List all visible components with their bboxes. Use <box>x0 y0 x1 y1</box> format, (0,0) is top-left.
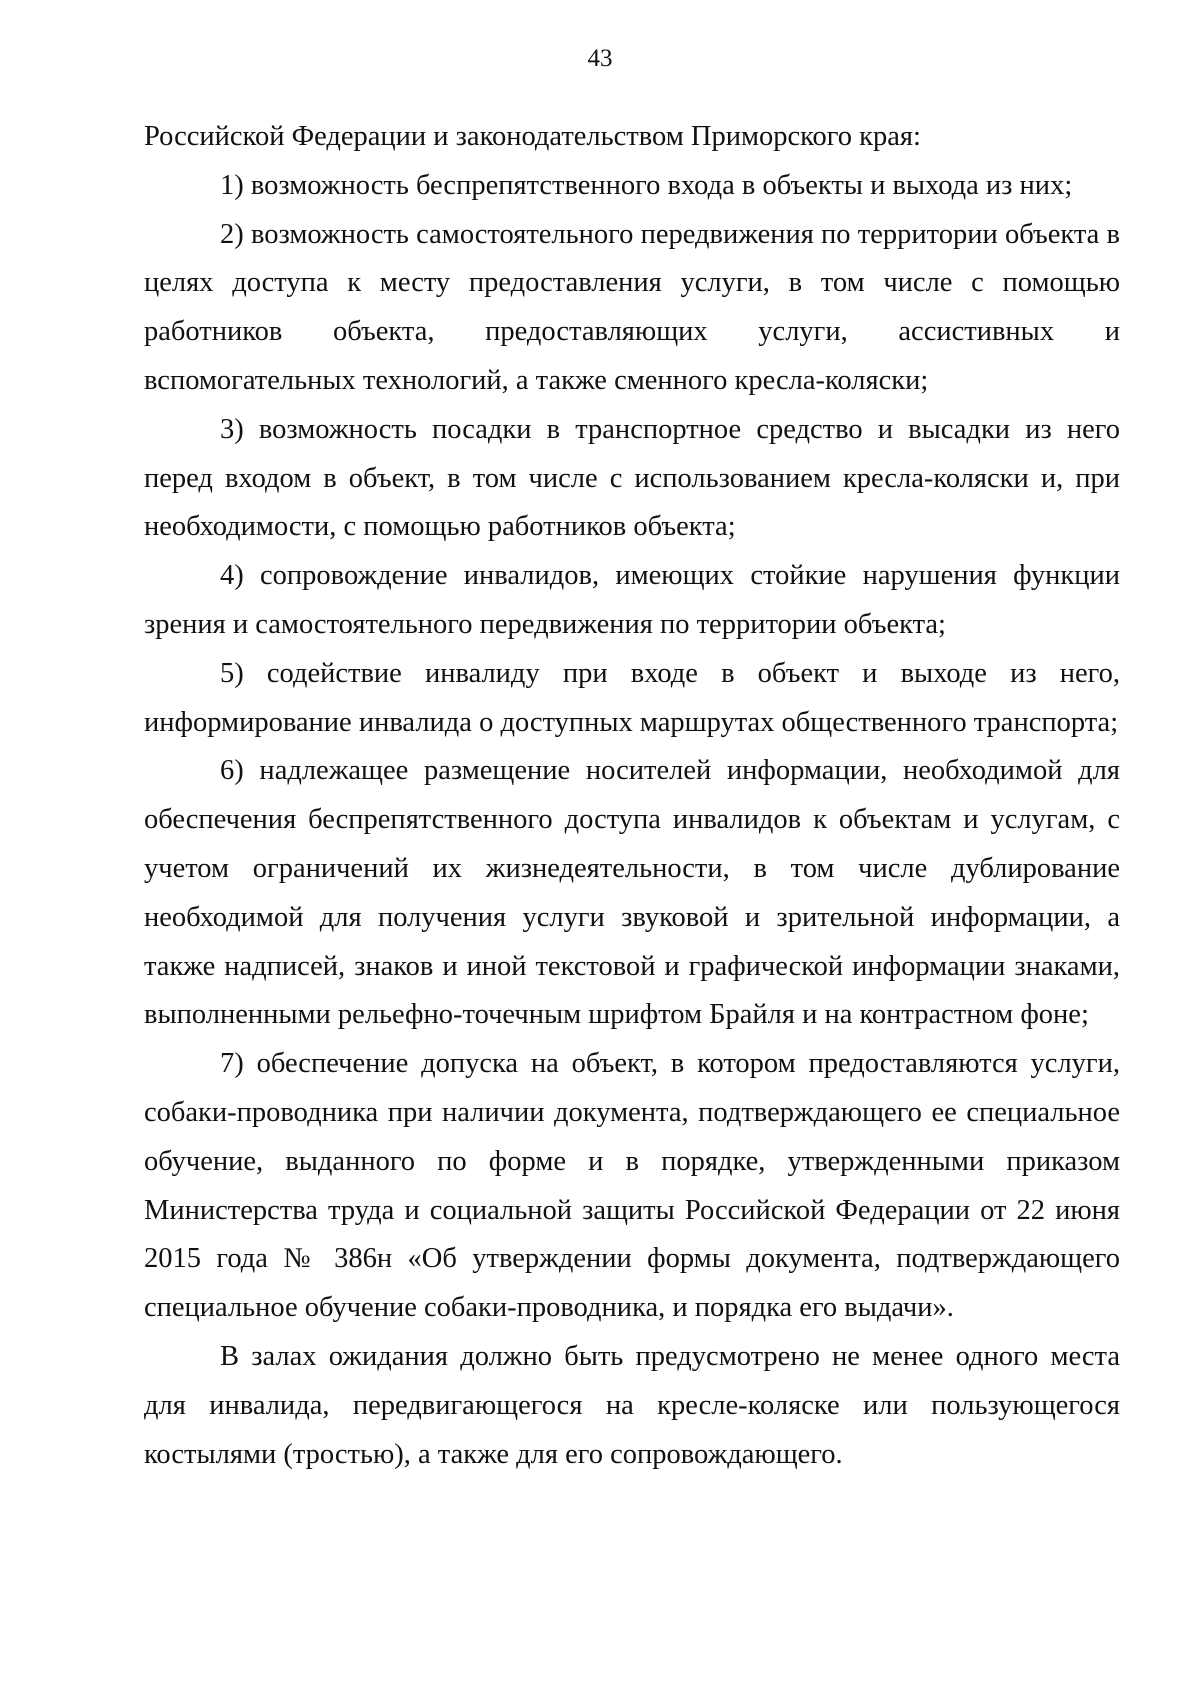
paragraph-waiting-rooms: В залах ожидания должно быть предусмотрено не менее одного места для инвалида, передвигающегося на кресле-коляске или пользующегося костылями (тростью), а также для его сопровождающего. <box>144 1340 1120 1470</box>
page-number: 43 <box>587 45 613 72</box>
list-item-7: 7) обеспечение допуска на объект, в котором предоставляются услуги, собаки-проводника при наличии документа, подтверждающего ее специальное обучение, выданного по форме и в порядке, утвержденными приказом Министерства труда и социальной защиты Российской Федерации от 22 июня 2015 года № 386н «Об утверждении формы документа, подтверждающего специальное обучение собаки-проводника, и порядка его выдачи». <box>144 1048 1120 1324</box>
list-item-6: 6) надлежащее размещение носителей информации, необходимой для обеспечения беспрепятственного доступа инвалидов к объектам и услугам, с учетом ограничений их жизнедеятельности, в том числе дублирование необходимой для получения услуги звуковой и зрительной информации, а также надписей, знаков и иной текстовой и графической информации знаками, выполненными рельефно-точечным шрифтом Брайля и на контрастном фоне; <box>144 755 1120 1031</box>
list-item-4: 4) сопровождение инвалидов, имеющих стойкие нарушения функции зрения и самостоятельного передвижения по территории объекта; <box>144 560 1120 640</box>
list-item-5: 5) содействие инвалиду при входе в объект и выходе из него, информирование инвалида о доступных маршрутах общественного транспорта; <box>144 657 1120 738</box>
document-body <box>144 113 1120 1479</box>
list-item-2: 2) возможность самостоятельного передвижения по территории объекта в целях доступа к месту предоставления услуги, в том числе с помощью работников объекта, предоставляющих услуги, ассистивных и вспомогательных технологий, а также сменного кресла-коляски; <box>144 218 1120 396</box>
list-item-1: 1) возможность беспрепятственного входа в объекты и выхода из них; <box>220 169 1073 201</box>
list-item-3: 3) возможность посадки в транспортное средство и высадки из него перед входом в объект, в том числе с использованием кресла-коляски и, при необходимости, с помощью работников объекта; <box>144 413 1120 543</box>
paragraph-intro: Российской Федерации и законодательством Приморского края: <box>144 121 921 152</box>
